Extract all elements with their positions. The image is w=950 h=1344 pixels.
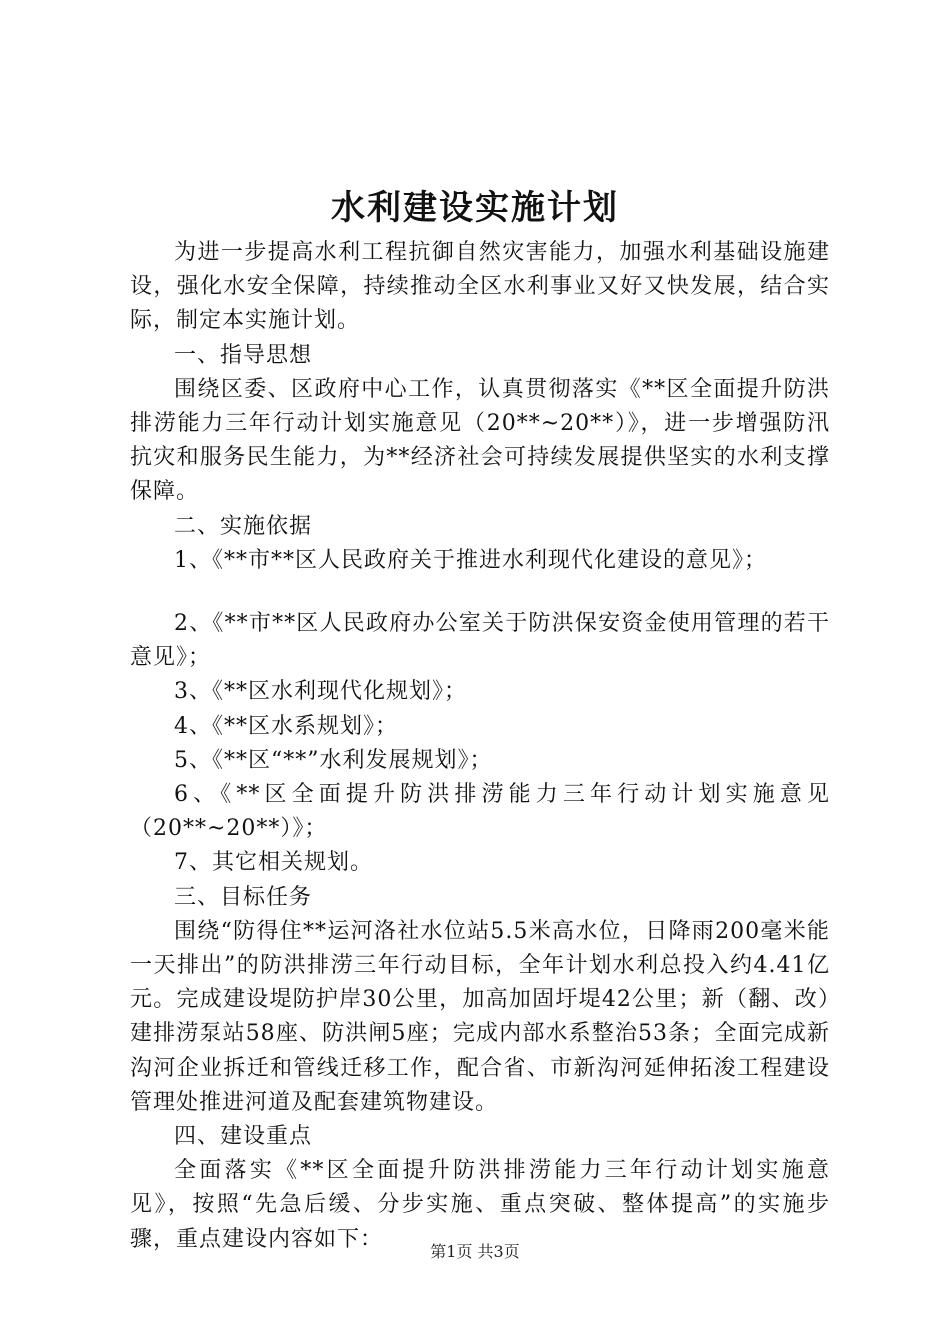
section-heading-basis: 二、实施依据 xyxy=(174,513,313,539)
targets-paragraph: 围绕“防得住**运河洛社水位站5.5米高水位，日降雨200毫米能一天排出”的防洪排涝三年行动目标，全年计划水利总投入约4.41亿元。完成建设堤防护岸30公里，加高加固圩堤42公里；新（翻、改）建排涝泵站58座、防洪闸5座；完成内部水系整治53条；全面完成新沟河企业拆迁和管线迁移工作，配合省、市新沟河延伸拓浚工程建设管理处推进河道及配套建筑物建设。 xyxy=(130,918,830,1115)
guiding-thought-paragraph: 围绕区委、区政府中心工作，认真贯彻落实《**区全面提升防洪排涝能力三年行动计划实施意见（20**~20**）》，进一步增强防汛抗灾和服务民生能力，为**经济社会可持续发展提供坚实的水利支撑保障。 xyxy=(130,376,830,505)
section-heading-key-construction: 四、建设重点 xyxy=(174,1124,313,1150)
basis-item-5: 5、《**区“**”水利发展规划》； xyxy=(174,747,493,773)
page-number-footer: 第1页 共3页 xyxy=(430,1242,520,1261)
document-title: 水利建设实施计划 xyxy=(331,188,619,228)
document-body xyxy=(130,236,830,1257)
section-heading-targets: 三、目标任务 xyxy=(174,884,313,910)
intro-paragraph: 为进一步提高水利工程抗御自然灾害能力，加强水利基础设施建设，强化水安全保障，持续推动全区水利事业又好又快发展，结合实际，制定本实施计划。 xyxy=(130,240,830,334)
basis-item-1: 1、《**市**区人民政府关于推进水利现代化建设的意见》； xyxy=(174,547,767,573)
key-construction-paragraph: 全面落实《**区全面提升防洪排涝能力三年行动计划实施意见》，按照“先急后缓、分步实施、重点突破、整体提高”的实施步骤，重点建设内容如下： xyxy=(130,1158,830,1252)
basis-item-3: 3、《**区水利现代化规划》； xyxy=(174,679,467,705)
basis-item-4: 4、《**区水系规划》； xyxy=(174,713,398,739)
basis-item-7: 7、其它相关规划。 xyxy=(174,850,373,876)
basis-item-6: 6、《**区全面提升防洪排涝能力三年行动计划实施意见（20**~20**）》； xyxy=(130,782,830,842)
section-heading-guiding-thought: 一、指导思想 xyxy=(174,342,313,368)
basis-item-2: 2、《**市**区人民政府办公室关于防洪保安资金使用管理的若干意见》； xyxy=(130,611,830,671)
